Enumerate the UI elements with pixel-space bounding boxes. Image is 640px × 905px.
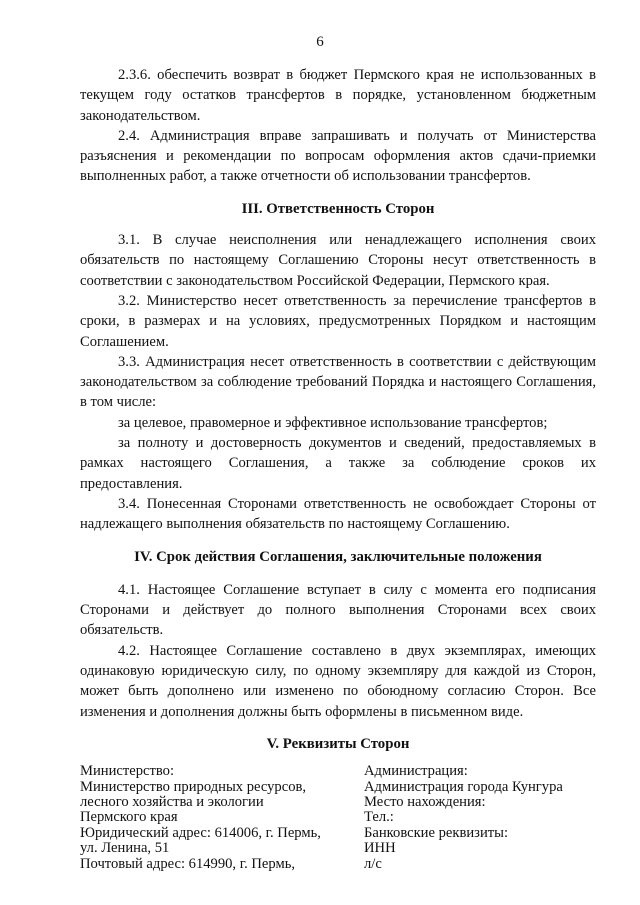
section-heading-4: IV. Срок действия Соглашения, заключительные положения xyxy=(134,548,542,565)
req-left-line: Юридический адрес: 614006, г. Пермь, xyxy=(80,824,321,841)
page-number: 6 xyxy=(316,34,324,50)
req-left-line: Министерство: xyxy=(80,763,175,780)
paragraph-3-2: 3.2. Министерство несет ответственность за перечисление трансфертов в сроки, в размерах и на условиях, предусмотренных Порядком и настоящим Соглашением. xyxy=(80,292,596,350)
req-right-line: Место нахождения: xyxy=(364,794,486,811)
requisites-ministry xyxy=(80,764,342,872)
document-body xyxy=(80,65,596,872)
req-right-line: Администрация: xyxy=(364,763,468,780)
req-right-line: Банковские реквизиты: xyxy=(364,824,508,841)
paragraph-3-4: 3.4. Понесенная Сторонами ответственность не освобождает Стороны от надлежащего выполнения обязательств по настоящему Соглашению. xyxy=(80,495,596,533)
req-right-line: Тел.: xyxy=(364,809,394,826)
req-left-line: ул. Ленина, 51 xyxy=(80,840,170,857)
req-right-line: л/с xyxy=(364,855,382,872)
paragraph-3-1: 3.1. В случае неисполнения или ненадлежащего исполнения своих обязательств по настоящему Соглашению Стороны несут ответственность в соответствии с законодательством Российской Федерации, Пермского края. xyxy=(80,232,596,289)
paragraph-3-3-b: за полноту и достоверность документов и сведений, предоставляемых в рамках настоящего Соглашения, а также за соблюдение сроков их предоставления. xyxy=(80,435,596,492)
requisites-administration xyxy=(364,764,596,872)
paragraph-4-2: 4.2. Настоящее Соглашение составлено в двух экземплярах, имеющих одинаковую юридическую силу, по одному экземпляру для каждой из Сторон, может быть дополнено или изменено по обоюдному согласию Сторон. Все изменения и дополнения должны быть оформлены в письменном виде. xyxy=(80,642,596,720)
req-left-line: Пермского края xyxy=(80,809,178,826)
section-heading-3: III. Ответственность Сторон xyxy=(241,200,435,217)
section-heading-5: V. Реквизиты Сторон xyxy=(266,735,410,752)
requisites-table xyxy=(80,764,596,872)
req-right-line: Администрация города Кунгура xyxy=(364,778,563,795)
req-left-line: Министерство природных ресурсов, xyxy=(80,778,307,795)
paragraph-4-1: 4.1. Настоящее Соглашение вступает в силу с момента его подписания Сторонами и действует до полного выполнения Сторонами всех своих обязательств. xyxy=(80,581,596,639)
req-right-line: ИНН xyxy=(364,840,396,857)
paragraph-3-3: 3.3. Администрация несет ответственность в соответствии с действующим законодательством за соблюдение требований Порядка и настоящего Соглашения, в том числе: xyxy=(80,353,596,411)
req-left-line: лесного хозяйства и экологии xyxy=(80,794,264,811)
paragraph-2-3-6: 2.3.6. обеспечить возврат в бюджет Пермского края не использованных в текущем году остатков трансфертов в порядке, установленном бюджетным законодательством. xyxy=(80,67,596,124)
paragraph-3-3-a: за целевое, правомерное и эффективное использование трансфертов; xyxy=(118,414,548,431)
paragraph-2-4: 2.4. Администрация вправе запрашивать и получать от Министерства разъяснения и рекомендации по вопросам оформления актов сдачи-приемки выполненных работ, а также отчетности об использовании трансфертов. xyxy=(80,127,596,185)
req-left-line: Почтовый адрес: 614990, г. Пермь, xyxy=(80,855,296,872)
